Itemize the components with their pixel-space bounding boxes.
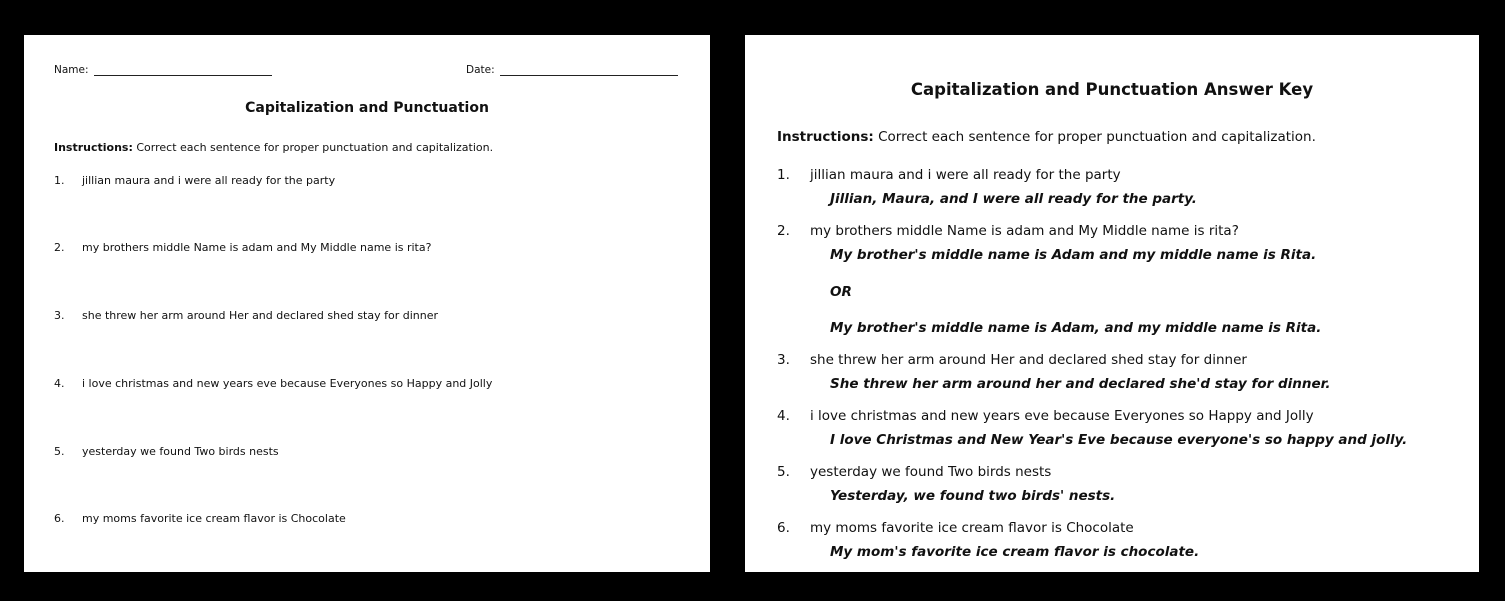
question-text: i love christmas and new years eve because Everyones so Happy and Jolly xyxy=(810,408,1314,424)
answer-text: Yesterday, we found two birds' nests. xyxy=(830,488,1116,504)
instructions-text: Correct each sentence for proper punctuation and capitalization. xyxy=(873,129,1316,145)
worksheet-instructions xyxy=(54,141,493,154)
question-text: she threw her arm around Her and declared shed stay for dinner xyxy=(810,352,1247,368)
question-text: my brothers middle Name is adam and My Middle name is rita? xyxy=(810,223,1239,239)
answer-key-question xyxy=(777,223,1239,239)
date-label: Date: xyxy=(466,64,495,76)
worksheet-item xyxy=(54,512,346,525)
instructions-text: Correct each sentence for proper punctuation and capitalization. xyxy=(132,141,494,154)
name-date-row xyxy=(54,64,682,80)
date-field xyxy=(466,64,678,76)
answer-key-question xyxy=(777,464,1051,480)
item-number: 3. xyxy=(54,309,65,322)
item-number: 4. xyxy=(777,408,790,424)
date-line xyxy=(500,65,678,76)
worksheet-item xyxy=(54,445,279,458)
item-number: 1. xyxy=(54,174,65,187)
instructions-label: Instructions: xyxy=(777,129,874,145)
worksheet-title: Capitalization and Punctuation xyxy=(245,100,489,116)
name-label: Name: xyxy=(54,64,89,76)
item-number: 2. xyxy=(54,241,65,254)
or-label: OR xyxy=(830,284,852,300)
answer-key-title: Capitalization and Punctuation Answer Key xyxy=(910,80,1314,99)
worksheet-item xyxy=(54,174,335,187)
worksheet-item xyxy=(54,241,431,254)
question-text: my moms favorite ice cream flavor is Chocolate xyxy=(810,520,1134,536)
answer-key-question xyxy=(777,408,1314,424)
item-number: 6. xyxy=(54,512,65,525)
item-text: my moms favorite ice cream flavor is Chocolate xyxy=(82,512,346,525)
item-number: 2. xyxy=(777,223,790,239)
item-number: 6. xyxy=(777,520,790,536)
answer-key-page xyxy=(745,35,1479,572)
question-text: yesterday we found Two birds nests xyxy=(810,464,1052,480)
item-text: she threw her arm around Her and declared shed stay for dinner xyxy=(82,309,439,322)
answer-key-instructions xyxy=(777,129,1316,145)
answer-alt-text: My brother's middle name is Adam, and my middle name is Rita. xyxy=(830,320,1322,336)
worksheet-page xyxy=(24,35,710,572)
worksheet-item xyxy=(54,309,438,322)
answer-text: Jillian, Maura, and I were all ready for the party. xyxy=(830,191,1197,207)
item-number: 4. xyxy=(54,377,65,390)
answer-text: My brother's middle name is Adam and my middle name is Rita. xyxy=(830,247,1317,263)
answer-text: I love Christmas and New Year's Eve because everyone's so happy and jolly. xyxy=(830,432,1408,448)
item-number: 5. xyxy=(777,464,790,480)
instructions-label: Instructions: xyxy=(54,141,133,154)
answer-text: She threw her arm around her and declared she'd stay for dinner. xyxy=(830,376,1331,392)
question-text: jillian maura and i were all ready for the party xyxy=(810,167,1121,183)
item-number: 3. xyxy=(777,352,790,368)
answer-key-question xyxy=(777,167,1121,183)
name-field xyxy=(54,64,272,76)
worksheet-item xyxy=(54,377,492,390)
item-text: my brothers middle Name is adam and My Middle name is rita? xyxy=(82,241,432,254)
item-number: 5. xyxy=(54,445,65,458)
item-text: yesterday we found Two birds nests xyxy=(82,445,279,458)
item-number: 1. xyxy=(777,167,790,183)
item-text: jillian maura and i were all ready for the party xyxy=(82,174,336,187)
item-text: i love christmas and new years eve because Everyones so Happy and Jolly xyxy=(82,377,493,390)
answer-text: My mom's favorite ice cream flavor is chocolate. xyxy=(830,544,1200,560)
answer-key-question xyxy=(777,352,1247,368)
name-line xyxy=(94,65,272,76)
answer-key-question xyxy=(777,520,1134,536)
